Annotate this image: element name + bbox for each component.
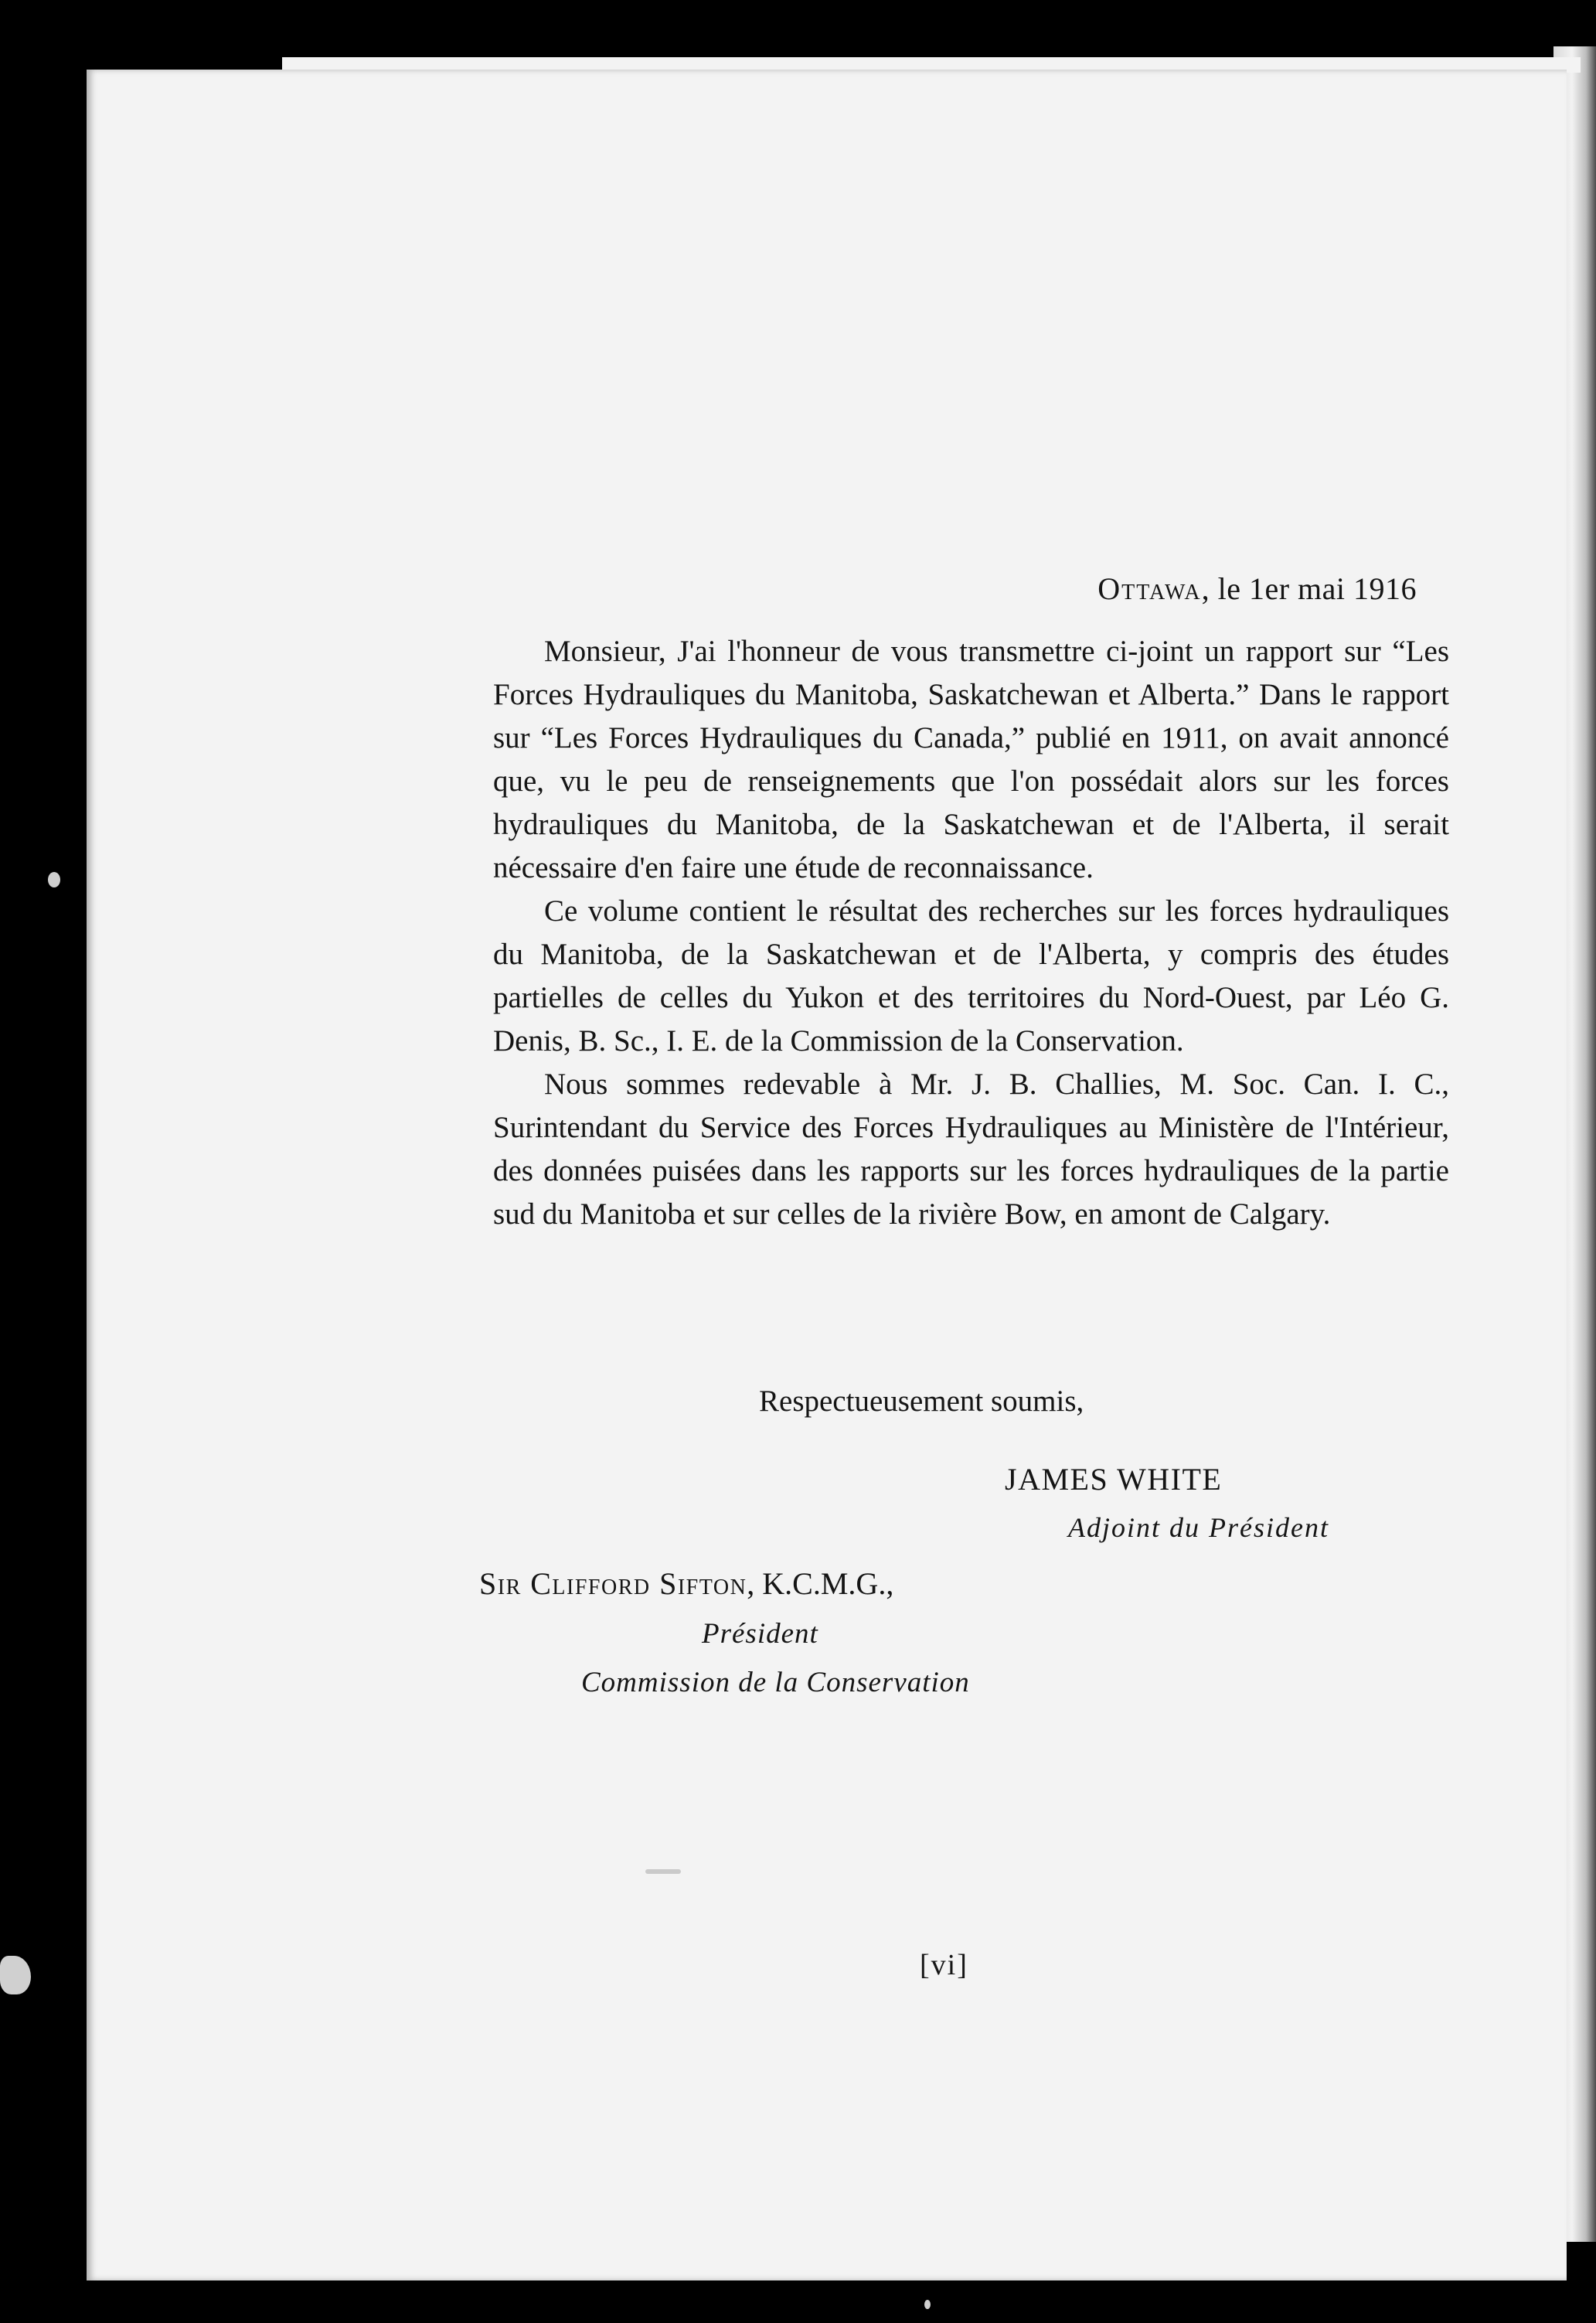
scan-smudge xyxy=(645,1869,681,1874)
signer-name: JAMES WHITE xyxy=(1005,1462,1223,1497)
letter-body xyxy=(493,630,1449,1236)
letter-paragraph: Ce volume contient le résultat des recherches sur les forces hydrauliques du Manitoba, de la Saskatchewan et de l'Alberta, y compris des études partielles de celles du Yukon et des territoires du Nord-Ouest, par Léo G. Denis, B. Sc., I. E. de la Commission de la Conservation. xyxy=(493,894,1449,1058)
letter-closing: Respectueusement soumis, xyxy=(759,1385,1084,1418)
recipient-title: Président xyxy=(702,1618,818,1650)
recipient-name-main: Sir Clifford Sifton xyxy=(479,1566,747,1601)
scan-speck xyxy=(924,2300,931,2309)
page-number: [vi] xyxy=(920,1949,968,1981)
signer-title: Adjoint du Président xyxy=(1068,1512,1329,1543)
recipient-name xyxy=(479,1565,893,1602)
dateline xyxy=(1097,571,1417,607)
recipient-organization: Commission de la Conservation xyxy=(581,1667,970,1698)
dateline-city: Ottawa xyxy=(1097,571,1202,606)
scan-speck xyxy=(0,1956,31,1994)
recipient-honours: , K.C.M.G., xyxy=(747,1566,894,1601)
scan-speck xyxy=(48,872,60,887)
dateline-date: , le 1er mai 1916 xyxy=(1201,571,1417,606)
letter-paragraph: Monsieur, J'ai l'honneur de vous transmettre ci-joint un rapport sur “Les Forces Hydrauliques du Manitoba, Saskatchewan et Alberta.” Dans le rapport sur “Les Forces Hydrauliques du Canada,” publié en 1911, on avait annoncé que, vu le peu de renseignements que l'on possédait alors sur les forces hydrauliques du Manitoba, de la Saskatchewan et de l'Alberta, il serait nécessaire d'en faire une étude de reconnaissance. xyxy=(493,635,1449,884)
letter-paragraph: Nous sommes redevable à Mr. J. B. Challies, M. Soc. Can. I. C., Surintendant du Service des Forces Hydrauliques au Ministère de l'Intérieur, des données puisées dans les rapports sur les forces hydrauliques de la partie sud du Manitoba et sur celles de la rivière Bow, en amont de Calgary. xyxy=(493,1068,1449,1231)
